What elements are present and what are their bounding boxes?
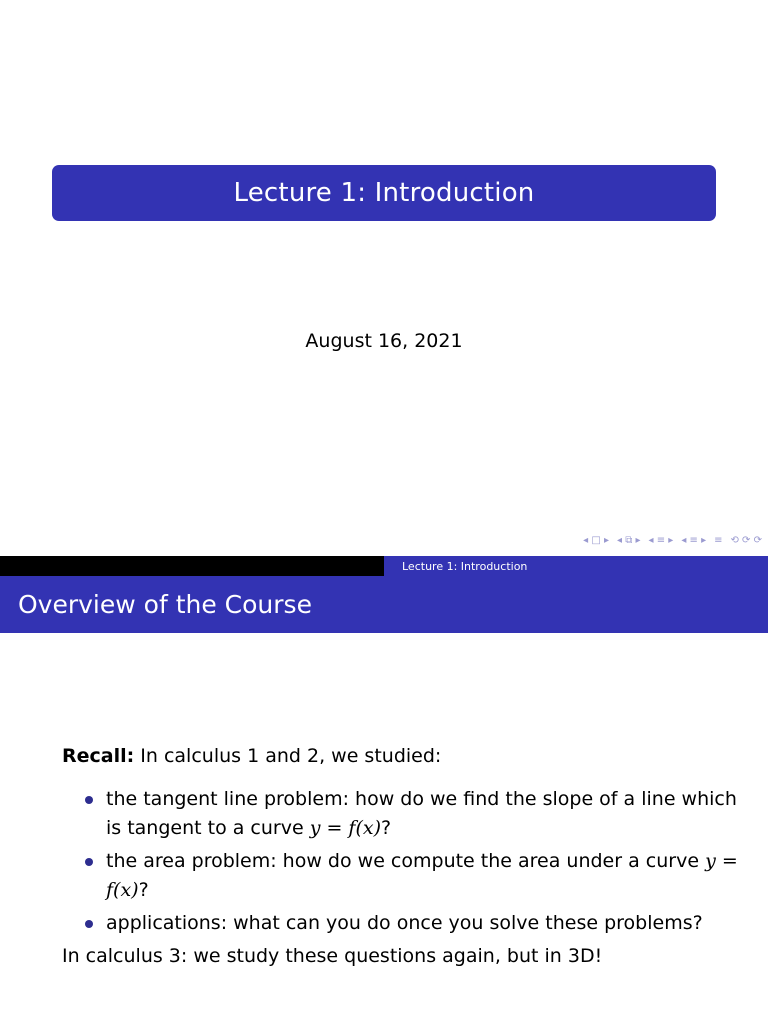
nav-toc-icon[interactable]: ≡ bbox=[714, 535, 723, 546]
headline-title: Lecture 1: Introduction bbox=[402, 559, 528, 573]
bullet-math: y = f(x) bbox=[106, 850, 738, 901]
nav-frame-icon[interactable]: ◂ ⧉ ▸ bbox=[617, 535, 641, 546]
recall-line bbox=[62, 742, 742, 771]
closing-line: In calculus 3: we study these questions again, but in 3D! bbox=[62, 945, 603, 967]
nav-section-icon[interactable]: ◂ ≡ ▸ bbox=[681, 535, 707, 546]
overview-slide bbox=[0, 556, 768, 1024]
frame-title: Overview of the Course bbox=[18, 590, 312, 619]
bullet-text: the area problem: how do we compute the area under a curve bbox=[106, 850, 706, 872]
bullet-list bbox=[62, 785, 742, 938]
nav-search-icon[interactable]: ⟲ ⟳ ⟳ bbox=[730, 535, 762, 546]
bullet-text: the tangent line problem: how do we find the slope of a line which is tangent to a curve bbox=[106, 788, 737, 839]
bullet-tail: ? bbox=[138, 879, 149, 901]
headline-right bbox=[384, 556, 768, 576]
bullet-text: applications: what can you do once you solve these problems? bbox=[106, 912, 703, 934]
title-box bbox=[52, 165, 716, 221]
list-item bbox=[62, 785, 742, 843]
bullet-icon bbox=[85, 796, 93, 804]
bullet-icon bbox=[85, 858, 93, 866]
nav-slide-icon[interactable]: ◂ □ ▸ bbox=[583, 535, 609, 546]
headline-left bbox=[0, 556, 384, 576]
bullet-icon bbox=[85, 920, 93, 928]
bullet-math: y = f(x) bbox=[309, 817, 382, 839]
presentation-date: August 16, 2021 bbox=[305, 330, 463, 352]
navigation-symbols[interactable] bbox=[583, 535, 762, 546]
bullet-tail: ? bbox=[381, 817, 392, 839]
nav-subsection-icon[interactable]: ◂ ≡ ▸ bbox=[648, 535, 674, 546]
headline-bar bbox=[0, 556, 768, 576]
frame-title-bar bbox=[0, 576, 768, 633]
presentation-title: Lecture 1: Introduction bbox=[233, 178, 535, 208]
list-item bbox=[62, 909, 742, 938]
slide-content bbox=[62, 742, 742, 971]
recall-label: Recall: bbox=[62, 745, 135, 767]
recall-text: In calculus 1 and 2, we studied: bbox=[134, 745, 442, 767]
list-item bbox=[62, 847, 742, 905]
